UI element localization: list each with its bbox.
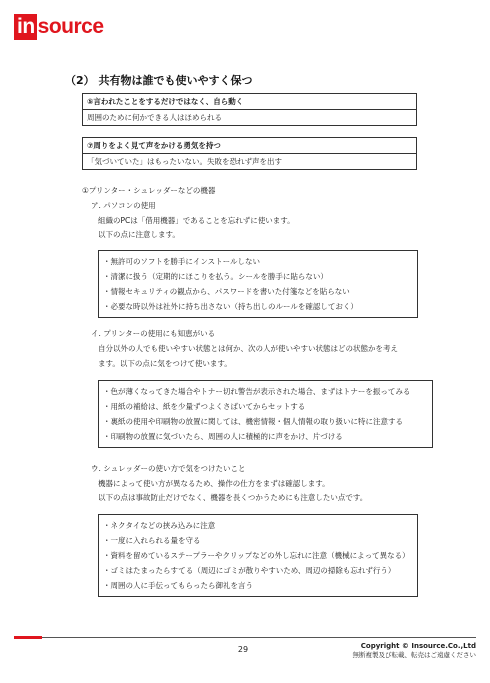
item-a-rules-box [98,250,418,318]
item-a-line: 組織のPCは「借用機器」であることを忘れずに使います。 [98,216,295,225]
item-u-line: 以下の点は事故防止だけでなく、機器を長くつかうためにも注意したい点です。 [98,493,368,502]
insource-logo [14,14,104,40]
principle-5-body: 周囲のために何かできる人はほめられる [87,113,222,122]
subsection-title-equipment: ①プリンター・シュレッダーなどの機器 [82,186,216,195]
list-item: ・情報セキュリティの観点から、パスワードを書いた付箋などを貼らない [103,287,350,296]
item-a-line: 以下の点に注意します。 [98,230,180,239]
item-i-line: 自分以外の人でも使いやすい状態とは何か、次の人が使いやすい状態はどの状態かを考え [98,344,398,353]
list-item: ・色が薄くなってきた場合やトナー切れ警告が表示された場合、まずはトナーを振ってみる [103,387,411,396]
page-number: 29 [237,645,249,654]
list-item: ・印刷物の放置に気づいたら、周囲の人に積極的に声をかけ、片づける [103,432,343,441]
copyright-text: Copyright © Insource.Co.,Ltd [360,642,476,650]
item-i-title: イ. プリンターの使用にも知恵がいる [91,329,216,338]
item-u-line: 機器によって使い方が異なるため、操作の仕方をまずは確認します。 [98,479,330,488]
item-i-rules-box [98,380,433,448]
principle-5-title: ⑤言われたことをするだけではなく、自ら動く [83,94,416,110]
principle-box-5 [82,93,417,126]
list-item: ・ネクタイなどの挟み込みに注意 [103,521,216,530]
logo-boxed-text: in [14,14,37,40]
section-heading: （2） 共有物は誰でも使いやすく保つ [65,74,253,87]
item-u-title: ウ. シュレッダーの使い方で気をつけたいこと [91,464,246,473]
item-u-rules-box [98,514,418,597]
list-item: ・無許可のソフトを勝手にインストールしない [103,257,260,266]
list-item: ・一度に入れられる量を守る [103,536,201,545]
footer-divider [14,637,476,638]
list-item: ・資料を留めているステープラーやクリップなどの外し忘れに注意（機械によって異なる） [103,551,410,560]
item-a-title: ア. パソコンの使用 [91,201,156,210]
list-item: ・裏紙の使用や印刷物の放置に関しては、機密情報・個人情報の取り扱いに特に注意する [103,417,403,426]
footer-accent [14,636,42,639]
list-item: ・清潔に扱う（定期的にほこりを払う。シールを勝手に貼らない） [103,272,328,281]
principle-7-title: ⑦周りをよく見て声をかける勇気を持つ [83,138,416,154]
item-i-line: ます。以下の点に気をつけて使います。 [98,359,232,368]
copyright-notice: 無断複製及び転載、転売はご遠慮ください [352,651,476,659]
list-item: ・用紙の補給は、紙を少量ずつよくさばいてからセットする [103,402,306,411]
principle-box-7 [82,137,417,170]
list-item: ・周囲の人に手伝ってもらったら御礼を言う [103,581,253,590]
list-item: ・必要な時以外は社外に持ち出さない（持ち出しのルールを確認しておく） [103,302,358,311]
logo-rest-text: source [37,15,104,38]
list-item: ・ゴミはたまったらすてる（周辺にゴミが散りやすいため、周辺の掃除も忘れず行う） [103,566,396,575]
principle-7-body: 「気づいていた」はもったいない。失敗を恐れず声を出す [87,157,282,166]
copyright-block [353,642,477,660]
